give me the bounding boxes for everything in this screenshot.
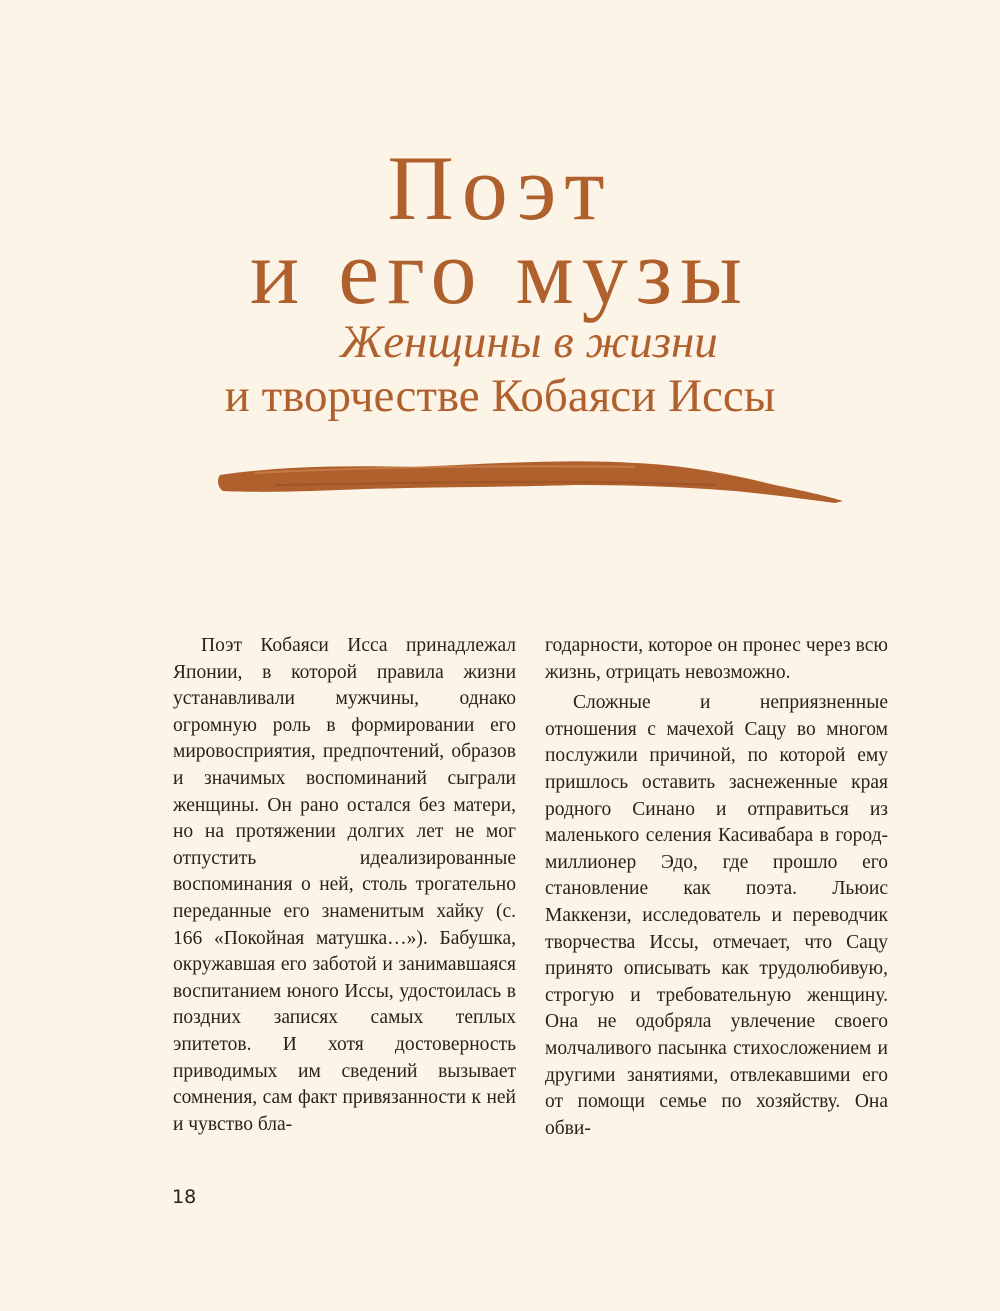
body-column-left (173, 633, 516, 1138)
page-number: 18 (172, 1186, 197, 1208)
body-column-right (545, 633, 888, 1142)
brush-stroke-divider (215, 455, 845, 510)
body-paragraph: Поэт Кобаяси Исса принадлежал Японии, в которой правила жизни устанавливали мужчины, однако огромную роль в формировании его мировосприятия, предпочтений, образов и значимых воспоминаний сыграли женщины. Он рано остался без матери, но на протяжении долгих лет не мог отпустить идеализированные воспоминания о ней, столь трогательно переданные его знаменитым хайку (с. 166 «Покойная матушка…»). Бабушка, окружавшая его заботой и занимавшаяся воспитанием юного Иссы, удостоилась в поздних записях самых теплых эпитетов. И хотя достоверность приводимых им сведений вызывает сомнения, сам факт привязанности к ней и чувство бла- (173, 635, 516, 1135)
chapter-subtitle-line-2: и творчестве Кобаяси Иссы (224, 370, 776, 422)
body-paragraph-continued: годарности, которое он пронес через всю жизнь, отрицать невозможно. (545, 635, 888, 683)
body-paragraph: Сложные и неприязненные отношения с мачехой Сацу во многом послужили причиной, по которой ему пришлось оставить заснеженные края родного Синано и отправиться из маленького селения Касивабара в город-миллионер Эдо, где прошло его становление как поэта. Льюис Маккензи, исследователь и переводчик творчества Иссы, отмечает, что Сацу принято описывать как трудолюбивую, строгую и требовательную женщину. Она не одобряла увлечение своего молчаливого пасынка стихосложением и другими занятиями, отвлекавшими его от помощи семье по хозяйству. Она обви- (545, 692, 888, 1139)
chapter-title-line-2: и его музы (250, 221, 750, 323)
chapter-title-line-1: Поэт (387, 137, 613, 239)
chapter-subtitle-line-1: Женщины в жизни (340, 316, 718, 368)
